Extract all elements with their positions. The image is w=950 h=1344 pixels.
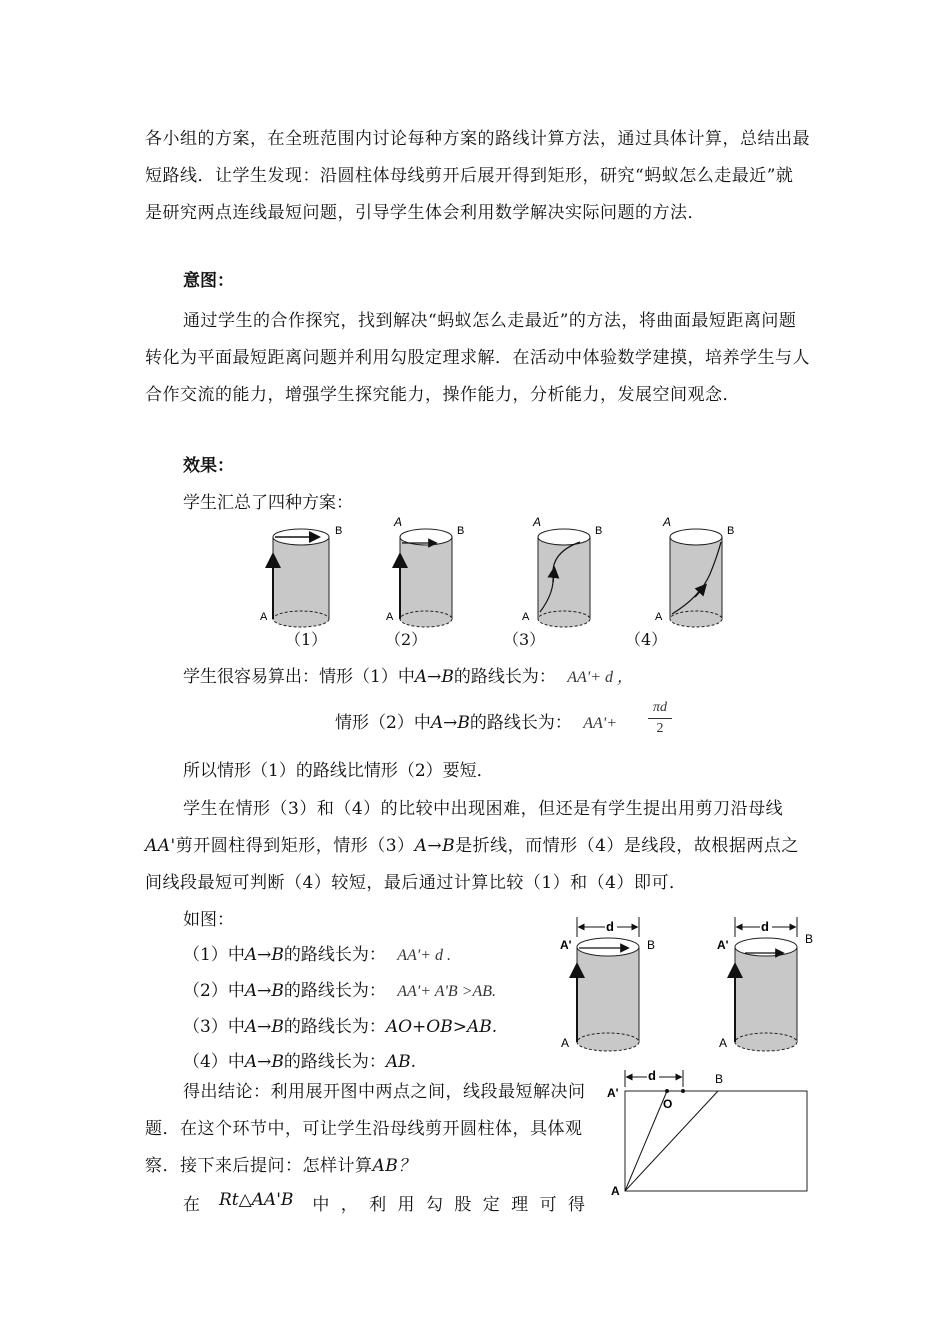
paragraph-cut-open bbox=[145, 791, 810, 902]
fraction-pi-d-over-2 bbox=[648, 698, 672, 739]
case-1-formula: AA'+ d . bbox=[397, 947, 452, 964]
label-B-1: B bbox=[335, 525, 343, 537]
label-A-2: A bbox=[386, 611, 394, 623]
label-A-right: A bbox=[719, 1036, 728, 1050]
label-d-right: d bbox=[761, 919, 769, 934]
calc-line-2-prefix: 情形（2）中 bbox=[335, 713, 431, 733]
label-B-rect: B bbox=[715, 1072, 724, 1086]
label-Ap-left: A' bbox=[560, 938, 572, 952]
paragraph-conclusion bbox=[145, 1074, 590, 1185]
label-B-4: B bbox=[727, 525, 735, 537]
heading-intent: 意图： bbox=[183, 271, 234, 291]
para4-part3: 是折线，而情形（4）是线段，故根据两点之间线段最短可判断（4）较短，最后通过计算比较（1）和（4）即可． bbox=[145, 836, 799, 893]
label-A-3: A bbox=[522, 611, 530, 623]
calc-line-2-mid: 的路线长为： bbox=[469, 713, 572, 733]
label-A-4: A bbox=[655, 611, 663, 623]
caption-1: （1） bbox=[285, 630, 328, 649]
label-B-right: B bbox=[805, 932, 814, 946]
cylinder-2 bbox=[386, 515, 464, 627]
case-4 bbox=[183, 1047, 416, 1072]
paragraph-comparison: 所以情形（1）的路线比情形（2）要短． bbox=[183, 761, 494, 781]
case-2-formula: AA'+ A'B >AB. bbox=[397, 983, 497, 1000]
unfolded-rectangle bbox=[607, 1068, 807, 1198]
as-figure-label: 如图： bbox=[183, 910, 234, 930]
fraction-denominator: 2 bbox=[656, 721, 664, 736]
label-d-left: d bbox=[606, 919, 614, 934]
formula-1: AA'+ d ， bbox=[567, 669, 634, 686]
caption-2: （2） bbox=[385, 630, 428, 649]
label-B-left: B bbox=[647, 938, 656, 952]
cylinder-right bbox=[717, 917, 813, 1051]
case-1 bbox=[183, 940, 451, 965]
cylinder-left bbox=[560, 917, 655, 1051]
case-1-mid: 的路线长为： bbox=[283, 945, 386, 965]
calc-line-2-ab: A→B bbox=[430, 713, 470, 733]
last-line-zai: 在 bbox=[183, 1195, 200, 1215]
label-Ap-rect: A' bbox=[607, 1086, 619, 1100]
case-2-ab: A→B bbox=[244, 981, 284, 1001]
case-2 bbox=[183, 976, 496, 1001]
summary-line: 学生汇总了四种方案： bbox=[183, 493, 353, 513]
case-3-ab: A→B bbox=[244, 1017, 284, 1037]
para4-part2: 剪开圆柱得到矩形，情形（3） bbox=[175, 836, 415, 856]
case-1-ab: A→B bbox=[244, 945, 284, 965]
label-B-2: B bbox=[457, 525, 465, 537]
last-line-rt: Rt△AA'B bbox=[218, 1190, 294, 1210]
label-O-rect: O bbox=[663, 1097, 673, 1111]
label-B-3: B bbox=[595, 525, 603, 537]
calc-line-1-mid: 的路线长为： bbox=[453, 667, 556, 687]
label-A-top-2: A bbox=[394, 515, 403, 529]
calc-line-1 bbox=[183, 662, 633, 687]
calc-line-1-ab: A→B bbox=[414, 667, 454, 687]
label-Ap-right: A' bbox=[717, 938, 729, 952]
label-A-top-4: A bbox=[663, 515, 672, 529]
last-line bbox=[183, 1190, 588, 1215]
case-4-mid: 的路线长为： bbox=[283, 1052, 386, 1072]
case-3-formula: AO+OB>AB. bbox=[385, 1017, 498, 1037]
case-3-mid: 的路线长为： bbox=[283, 1017, 386, 1037]
cylinder-1 bbox=[260, 525, 342, 627]
para4-ab: A→B bbox=[414, 836, 456, 856]
case-3 bbox=[183, 1012, 497, 1037]
caption-3: （3） bbox=[503, 630, 546, 649]
case-4-ab: A→B bbox=[244, 1052, 284, 1072]
label-d-rect: d bbox=[648, 1068, 656, 1083]
case-2-mid: 的路线长为： bbox=[283, 981, 386, 1001]
caption-4: （4） bbox=[625, 630, 668, 649]
cylinder-3 bbox=[522, 515, 602, 627]
last-line-rest: 中 ， 利 用 勾 股 定 理 可 得 bbox=[312, 1195, 588, 1215]
para4-aa: AA' bbox=[145, 836, 176, 856]
case-2-num: （2）中 bbox=[183, 981, 245, 1001]
paragraph-plan-discussion: 各小组的方案，在全班范围内讨论每种方案的路线计算方法，通过具体计算，总结出最短路线．让学生发现：沿圆柱体母线剪开后展开得到矩形，研究“蚂蚁怎么走最近”就是研究两点连线最短问题，引导学生体会利用数学解决实际问题的方法． bbox=[145, 129, 810, 223]
case-3-num: （3）中 bbox=[183, 1017, 245, 1037]
label-A-rect: A bbox=[611, 1184, 620, 1198]
label-A-1: A bbox=[260, 611, 268, 623]
label-A-left: A bbox=[561, 1036, 570, 1050]
conclusion-ab: AB？ bbox=[372, 1156, 416, 1176]
formula-2-base: AA'+ bbox=[583, 715, 618, 732]
calc-line-1-prefix: 学生很容易算出：情形（1）中 bbox=[183, 667, 415, 687]
case-4-num: （4）中 bbox=[183, 1052, 245, 1072]
conclusion-text: 得出结论：利用展开图中两点之间，线段最短解决问题．在这个环节中，可让学生沿母线剪开圆柱体，具体观察．接下来后提问：怎样计算 bbox=[145, 1082, 586, 1176]
paragraph-intent: 通过学生的合作探究，找到解决“蚂蚁怎么走最近”的方法，将曲面最短距离问题转化为平面最短距离问题并利用勾股定理求解．在活动中体验数学建摸，培养学生与人合作交流的能力，增强学生探究能力，操作能力，分析能力，发展空间观念． bbox=[145, 311, 810, 405]
cylinder-4 bbox=[655, 515, 734, 627]
unfolding-figure bbox=[555, 915, 825, 1200]
label-A-top-3: A bbox=[533, 515, 542, 529]
case-4-formula: AB. bbox=[385, 1052, 417, 1072]
para4-part1: 学生在情形（3）和（4）的比较中出现困难，但还是有学生提出用剪刀沿母线 bbox=[183, 799, 784, 819]
calc-line-2 bbox=[335, 708, 617, 733]
case-1-num: （1）中 bbox=[183, 945, 245, 965]
heading-effect: 效果： bbox=[183, 456, 234, 476]
fraction-numerator: πd bbox=[648, 698, 672, 719]
